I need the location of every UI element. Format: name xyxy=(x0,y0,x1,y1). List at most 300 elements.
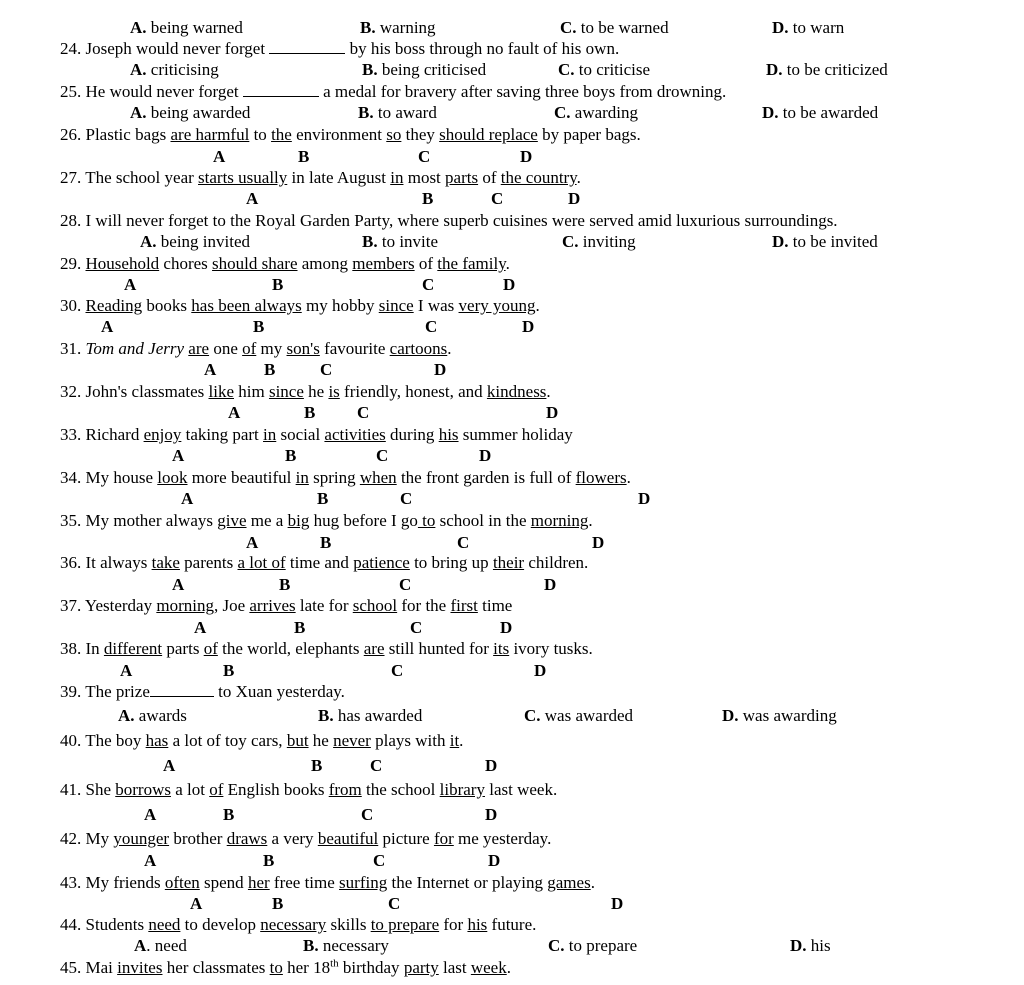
q35-underline-d: morning xyxy=(530,511,589,530)
q45-text: her 18 xyxy=(282,958,331,977)
q23-option-d-text: to warn xyxy=(792,18,845,37)
q34-text: more beautiful xyxy=(187,468,296,487)
q34-number: 34. xyxy=(60,468,82,487)
q44-text: for xyxy=(439,915,468,934)
q30-sentence xyxy=(60,297,540,315)
q28-option-b-letter: B. xyxy=(362,232,378,251)
q32-underline-c: is xyxy=(328,382,340,401)
q27-underline-b: in xyxy=(390,168,404,187)
q32-underline-a: like xyxy=(208,382,234,401)
q32-text: he xyxy=(303,382,329,401)
q39-option-a xyxy=(118,707,187,725)
q33-label-c: C xyxy=(376,446,389,465)
q33-text: taking part xyxy=(181,425,264,444)
q43-underline-b: her xyxy=(247,873,270,892)
q23-option-c-letter: C. xyxy=(560,18,577,37)
q24-option-c xyxy=(558,61,650,79)
q25-text-post: a medal for bravery after saving three boys from drowning. xyxy=(323,82,727,101)
q28-stem xyxy=(60,212,838,230)
q38-label-c: C xyxy=(391,661,404,680)
q25-option-c-letter: C. xyxy=(554,103,571,122)
q28-option-d-text: to be invited xyxy=(792,232,878,251)
q27-text: . xyxy=(576,168,581,187)
q29-text: chores xyxy=(159,254,213,273)
q30-underline-d: very young xyxy=(458,296,536,315)
q31-text: one xyxy=(209,339,243,358)
q38-text: In xyxy=(85,639,104,658)
q34-text: spring xyxy=(308,468,360,487)
q27-number: 27. xyxy=(60,168,82,187)
q34-underline-c: when xyxy=(359,468,397,487)
q37-text: time xyxy=(477,596,513,615)
q33-underline-d: his xyxy=(438,425,459,444)
q37-label-c: C xyxy=(410,618,423,637)
q43-underline-a: often xyxy=(164,873,200,892)
q29-underline-d: the family xyxy=(437,254,506,273)
q28-option-b-text: to invite xyxy=(381,232,439,251)
q40-label-b: B xyxy=(311,756,323,775)
q24-option-a xyxy=(130,61,219,79)
q34-text: My house xyxy=(85,468,158,487)
q29-underline-c: members xyxy=(352,254,415,273)
q45-superscript: th xyxy=(330,957,339,970)
q39-option-b-letter: B. xyxy=(318,706,334,725)
q27-text: in late August xyxy=(287,168,391,187)
q29-text: among xyxy=(297,254,353,273)
q30-label-b: B xyxy=(253,317,265,336)
q33-label-b: B xyxy=(285,446,297,465)
q33-text: Richard xyxy=(85,425,144,444)
q29-label-c: C xyxy=(422,275,435,294)
q27-text: The school year xyxy=(85,168,199,187)
q30-number: 30. xyxy=(60,296,82,315)
q42-label-b: B xyxy=(263,851,275,870)
q36-underline-c: patience xyxy=(353,553,410,572)
q39-text-post: to Xuan yesterday. xyxy=(213,682,345,701)
q34-label-d: D xyxy=(638,489,651,508)
q45-underline-a: invites xyxy=(117,958,163,977)
q29-label-a: A xyxy=(124,275,137,294)
q35-text: school in the xyxy=(435,511,531,530)
q28-option-c xyxy=(562,233,636,251)
q24-option-d-text: to be criticized xyxy=(786,60,888,79)
q44-option-b-text: necessary xyxy=(322,936,389,955)
q44-option-d xyxy=(790,937,831,955)
q42-text: a very xyxy=(267,829,318,848)
q45-text: birthday xyxy=(338,958,404,977)
q29-text: of xyxy=(414,254,438,273)
q27-text: of xyxy=(478,168,501,187)
q40-text: plays with xyxy=(370,731,450,750)
q38-text: still hunted for xyxy=(384,639,494,658)
q38-underline-b: of xyxy=(203,639,218,658)
q37-label-b: B xyxy=(294,618,306,637)
q36-label-a: A xyxy=(172,575,185,594)
q41-number: 41. xyxy=(60,780,82,799)
q36-label-b: B xyxy=(279,575,291,594)
q37-text: Yesterday xyxy=(84,596,157,615)
q45-text: . xyxy=(506,958,511,977)
q44-option-a-letter: A xyxy=(134,936,147,955)
q30-label-d: D xyxy=(522,317,535,336)
q33-number: 33. xyxy=(60,425,82,444)
q45-number: 45. xyxy=(60,958,82,977)
q28-number: 28. xyxy=(60,211,82,230)
q38-underline-a: different xyxy=(103,639,163,658)
q32-underline-d: kindness xyxy=(486,382,547,401)
q44-text: Students xyxy=(85,915,149,934)
q37-sentence xyxy=(60,597,512,615)
q33-label-d: D xyxy=(479,446,492,465)
q37-underline-d: first xyxy=(450,596,478,615)
q35-underline-c: to xyxy=(417,511,436,530)
q40-text: he xyxy=(308,731,334,750)
q39-option-b-text: has awarded xyxy=(337,706,423,725)
q44-option-c-text: to prepare xyxy=(568,936,638,955)
q32-text: him xyxy=(234,382,269,401)
q26-number: 26. xyxy=(60,125,82,144)
q43-label-c: C xyxy=(388,894,401,913)
q40-sentence xyxy=(60,732,463,750)
q35-text: hug before I go xyxy=(309,511,418,530)
q25-option-d-letter: D. xyxy=(762,103,779,122)
q24-text-pre: Joseph would never forget xyxy=(85,39,266,58)
q45-underline-d: week xyxy=(470,958,507,977)
q42-text: brother xyxy=(169,829,227,848)
q41-underline-c: from xyxy=(328,780,362,799)
q24-option-b xyxy=(362,61,486,79)
q40-underline-a: has xyxy=(145,731,169,750)
q39-option-d xyxy=(722,707,837,725)
q44-option-c xyxy=(548,937,637,955)
q26-underline-b: the xyxy=(271,125,292,144)
q31-label-a: A xyxy=(204,360,217,379)
q42-text: me yesterday. xyxy=(453,829,552,848)
q31-underline-d: cartoons xyxy=(389,339,448,358)
q35-underline-b: big xyxy=(287,511,310,530)
q34-text: . xyxy=(626,468,631,487)
q36-underline-a: take xyxy=(151,553,180,572)
q39-option-c-letter: C. xyxy=(524,706,541,725)
q44-number: 44. xyxy=(60,915,82,934)
q44-sentence xyxy=(60,916,536,934)
q45-text: last xyxy=(438,958,471,977)
q36-underline-b: a lot of xyxy=(237,553,286,572)
q33-sentence xyxy=(60,426,573,444)
q36-text: It always xyxy=(85,553,152,572)
q42-underline-c: beautiful xyxy=(317,829,379,848)
q28-option-b xyxy=(362,233,438,251)
q27-label-a: A xyxy=(246,189,259,208)
q44-underline-c: to prepare xyxy=(370,915,440,934)
q37-underline-c: school xyxy=(352,596,398,615)
q32-text: . xyxy=(546,382,551,401)
q33-text: during xyxy=(385,425,439,444)
q41-label-b: B xyxy=(223,805,235,824)
q28-option-c-letter: C. xyxy=(562,232,579,251)
q25-option-d xyxy=(762,104,878,122)
q35-label-d: D xyxy=(592,533,605,552)
q31-sentence xyxy=(60,340,452,358)
q31-underline-a: are xyxy=(188,339,210,358)
q39-option-b xyxy=(318,707,422,725)
q26-underline-c: so xyxy=(386,125,402,144)
q44-option-c-letter: C. xyxy=(548,936,565,955)
q36-underline-d: their xyxy=(492,553,525,572)
q44-text: skills xyxy=(326,915,371,934)
q42-label-a: A xyxy=(144,851,157,870)
q37-label-d: D xyxy=(500,618,513,637)
q29-text: . xyxy=(505,254,510,273)
q44-text: future. xyxy=(487,915,537,934)
q35-text: me a xyxy=(246,511,288,530)
q40-underline-c: never xyxy=(333,731,371,750)
q30-label-a: A xyxy=(101,317,114,336)
q29-label-d: D xyxy=(503,275,516,294)
q25-option-b-letter: B. xyxy=(358,103,374,122)
q28-text: I will never forget to the Royal Garden Party, where superb cuisines were served amid luxurious surroundings. xyxy=(85,211,838,230)
q27-underline-d: the country xyxy=(500,168,577,187)
q43-text: the Internet or playing xyxy=(387,873,548,892)
q34-underline-b: in xyxy=(295,468,309,487)
q45-text: her classmates xyxy=(162,958,270,977)
q26-text: Plastic bags xyxy=(85,125,171,144)
q32-text: John's classmates xyxy=(85,382,209,401)
q39-option-a-letter: A. xyxy=(118,706,135,725)
q39-option-a-text: awards xyxy=(138,706,187,725)
q27-label-b: B xyxy=(422,189,434,208)
q37-label-a: A xyxy=(194,618,207,637)
q27-underline-c: parts xyxy=(445,168,479,187)
q43-label-d: D xyxy=(611,894,624,913)
q25-text-pre: He would never forget xyxy=(85,82,239,101)
q34-underline-a: look xyxy=(157,468,188,487)
q30-text: I was xyxy=(413,296,459,315)
q24-option-a-text: criticising xyxy=(150,60,219,79)
q32-sentence xyxy=(60,383,551,401)
q24-blank xyxy=(269,40,345,54)
q44-option-b xyxy=(303,937,389,955)
q24-option-a-letter: A. xyxy=(130,60,147,79)
q35-label-c: C xyxy=(457,533,470,552)
q37-number: 37. xyxy=(60,596,82,615)
q35-label-a: A xyxy=(246,533,259,552)
q41-text: a lot xyxy=(170,780,210,799)
q28-option-a xyxy=(140,233,250,251)
q34-label-b: B xyxy=(317,489,329,508)
q42-number: 42. xyxy=(60,829,82,848)
q44-underline-d: his xyxy=(467,915,488,934)
q27-underline-a: starts usually xyxy=(198,168,288,187)
q31-label-d: D xyxy=(434,360,447,379)
q32-label-a: A xyxy=(228,403,241,422)
q35-label-b: B xyxy=(320,533,332,552)
q32-number: 32. xyxy=(60,382,82,401)
q40-text: The boy xyxy=(85,731,146,750)
q26-sentence xyxy=(60,126,641,144)
q38-underline-c: are xyxy=(363,639,385,658)
q25-option-a-letter: A. xyxy=(130,103,147,122)
q38-text: the world, elephants xyxy=(217,639,364,658)
q36-number: 36. xyxy=(60,553,82,572)
q43-underline-d: games xyxy=(547,873,591,892)
q43-label-b: B xyxy=(272,894,284,913)
q26-text: by paper bags. xyxy=(537,125,641,144)
q35-sentence xyxy=(60,512,593,530)
q25-blank xyxy=(243,83,319,97)
q24-stem xyxy=(60,40,619,58)
q28-option-a-letter: A. xyxy=(140,232,157,251)
q24-text-post: by his boss through no fault of his own. xyxy=(349,39,620,58)
q31-label-c: C xyxy=(320,360,333,379)
q42-label-d: D xyxy=(488,851,501,870)
q44-option-a xyxy=(134,937,187,955)
q24-option-d-letter: D. xyxy=(766,60,783,79)
q39-option-d-text: was awarding xyxy=(742,706,837,725)
q38-underline-d: its xyxy=(493,639,510,658)
q38-number: 38. xyxy=(60,639,82,658)
q34-sentence xyxy=(60,469,631,487)
q40-text: . xyxy=(459,731,464,750)
q35-number: 35. xyxy=(60,511,82,530)
q43-text: . xyxy=(590,873,595,892)
q29-label-b: B xyxy=(272,275,284,294)
q26-label-a: A xyxy=(213,147,226,166)
q23-option-b-text: warning xyxy=(379,18,436,37)
q39-number: 39. xyxy=(60,682,82,701)
q41-underline-d: library xyxy=(439,780,485,799)
q45-underline-b: to xyxy=(269,958,283,977)
q34-label-c: C xyxy=(400,489,413,508)
q36-text: children. xyxy=(524,553,589,572)
q40-text: a lot of toy cars, xyxy=(168,731,287,750)
q25-option-d-text: to be awarded xyxy=(782,103,879,122)
q43-text: spend xyxy=(199,873,248,892)
q41-label-d: D xyxy=(485,805,498,824)
q26-text: they xyxy=(401,125,440,144)
q29-underline-a: Household xyxy=(85,254,160,273)
q32-label-b: B xyxy=(304,403,316,422)
q24-number: 24. xyxy=(60,39,82,58)
q31-underline-c: son's xyxy=(286,339,320,358)
q38-label-d: D xyxy=(534,661,547,680)
q43-sentence xyxy=(60,874,595,892)
q32-text: friendly, honest, and xyxy=(339,382,487,401)
q40-underline-d: it xyxy=(449,731,460,750)
q29-number: 29. xyxy=(60,254,82,273)
q30-label-c: C xyxy=(425,317,438,336)
q36-text: parents xyxy=(179,553,238,572)
q27-label-c: C xyxy=(491,189,504,208)
q44-option-d-text: his xyxy=(810,936,831,955)
q23-option-a-letter: A. xyxy=(130,18,147,37)
q40-number: 40. xyxy=(60,731,82,750)
q31-underline-b: of xyxy=(242,339,257,358)
q30-underline-a: Reading xyxy=(85,296,143,315)
q41-label-a: A xyxy=(144,805,157,824)
q43-underline-c: surfing xyxy=(339,873,388,892)
q40-label-c: C xyxy=(370,756,383,775)
q30-text: . xyxy=(535,296,540,315)
q26-underline-d: should replace xyxy=(439,125,538,144)
q45-sentence xyxy=(60,959,511,977)
q26-label-c: C xyxy=(418,147,431,166)
q23-option-a-text: being warned xyxy=(150,18,243,37)
q33-underline-b: in xyxy=(263,425,277,444)
q37-text: , Joe xyxy=(213,596,250,615)
q45-text: Mai xyxy=(85,958,118,977)
q23-option-c-text: to be warned xyxy=(580,18,669,37)
q25-option-c-text: awarding xyxy=(574,103,639,122)
q38-sentence xyxy=(60,640,593,658)
q25-option-a xyxy=(130,104,250,122)
q44-option-a-text: . need xyxy=(146,936,187,955)
q40-label-a: A xyxy=(163,756,176,775)
q38-text: ivory tusks. xyxy=(509,639,593,658)
q36-label-c: C xyxy=(399,575,412,594)
q31-text: . xyxy=(447,339,452,358)
q40-underline-b: but xyxy=(286,731,309,750)
q30-text: my hobby xyxy=(301,296,379,315)
q30-underline-c: since xyxy=(378,296,414,315)
q32-label-c: C xyxy=(357,403,370,422)
q30-underline-b: has been always xyxy=(191,296,302,315)
q41-text: the school xyxy=(361,780,440,799)
q38-label-b: B xyxy=(223,661,235,680)
q37-text: for the xyxy=(397,596,451,615)
q41-text: She xyxy=(85,780,116,799)
q28-option-c-text: inviting xyxy=(582,232,636,251)
q28-option-d xyxy=(772,233,878,251)
q36-text: to bring up xyxy=(409,553,493,572)
q35-text: My mother always xyxy=(85,511,218,530)
q39-stem xyxy=(60,683,345,701)
q25-option-a-text: being awarded xyxy=(150,103,251,122)
q36-label-d: D xyxy=(544,575,557,594)
q24-option-c-letter: C. xyxy=(558,60,575,79)
q42-sentence xyxy=(60,830,551,848)
q33-text: summer holiday xyxy=(458,425,573,444)
q32-underline-b: since xyxy=(268,382,304,401)
q41-sentence xyxy=(60,781,557,799)
q24-option-c-text: to criticise xyxy=(578,60,651,79)
q31-number: 31. xyxy=(60,339,82,358)
q30-text: books xyxy=(142,296,192,315)
q40-label-d: D xyxy=(485,756,498,775)
q25-option-b-text: to award xyxy=(377,103,437,122)
q31-text: favourite xyxy=(319,339,390,358)
q42-text: My xyxy=(85,829,114,848)
q33-label-a: A xyxy=(172,446,185,465)
q35-underline-a: give xyxy=(217,511,247,530)
q44-option-d-letter: D. xyxy=(790,936,807,955)
q24-option-b-text: being criticised xyxy=(381,60,487,79)
q25-option-b xyxy=(358,104,437,122)
q23-option-b xyxy=(360,19,436,37)
q26-label-b: B xyxy=(298,147,310,166)
q42-underline-a: younger xyxy=(113,829,170,848)
q27-label-d: D xyxy=(568,189,581,208)
q32-label-d: D xyxy=(546,403,559,422)
q29-underline-b: should share xyxy=(212,254,298,273)
q38-label-a: A xyxy=(120,661,133,680)
q43-text: My friends xyxy=(85,873,165,892)
q23-option-b-letter: B. xyxy=(360,18,376,37)
q37-underline-a: morning xyxy=(156,596,214,615)
q39-option-c-text: was awarded xyxy=(544,706,634,725)
q26-underline-a: are harmful xyxy=(170,125,250,144)
q27-sentence xyxy=(60,169,581,187)
